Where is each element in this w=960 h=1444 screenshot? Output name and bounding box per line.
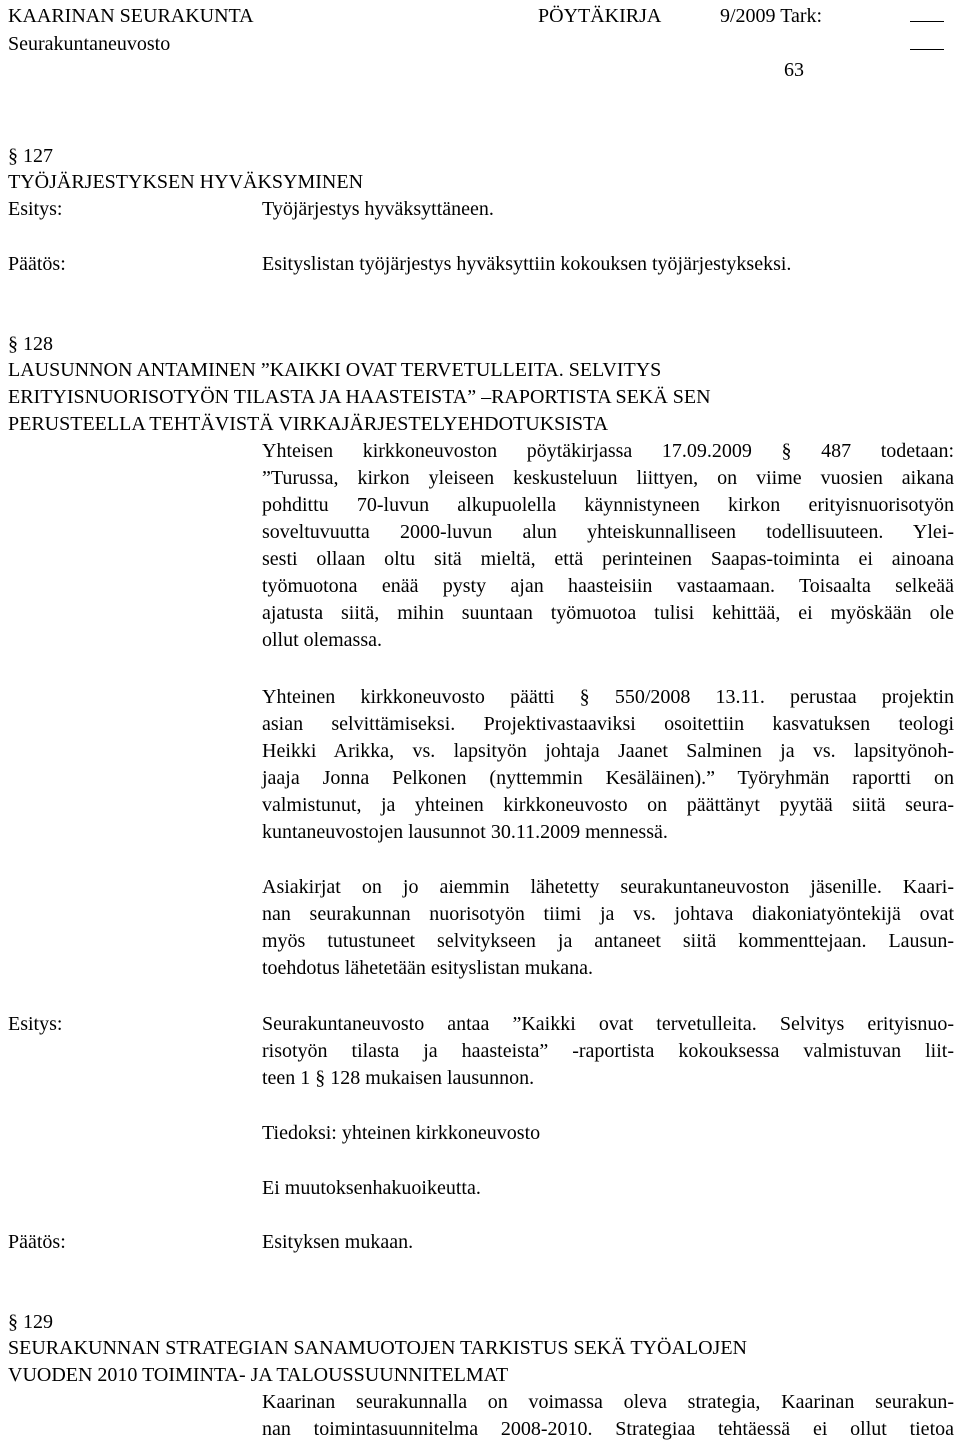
paragraph-line: risotyön tilasta ja haasteista” -raportista kokouksessa valmistuvan liit-	[262, 1040, 954, 1062]
paragraph-line: toehdotus lähetetään esityslistan mukana.	[262, 957, 594, 979]
section-128-title-line: LAUSUNNON ANTAMINEN ”KAIKKI OVAT TERVETULLEITA. SELVITYS	[8, 359, 662, 381]
paragraph-line: teen 1 § 128 mukaisen lausunnon.	[262, 1067, 535, 1089]
section-129-text	[262, 1389, 954, 1443]
section-127-title: TYÖJÄRJESTYKSEN HYVÄKSYMINEN	[8, 171, 364, 193]
document-type: PÖYTÄKIRJA	[538, 5, 662, 27]
section-129-title-line: SEURAKUNNAN STRATEGIAN SANAMUOTOJEN TARKISTUS SEKÄ TYÖALOJEN	[8, 1337, 747, 1359]
paragraph-line: ajatusta siitä, mihin suuntaan työmuotoa tulisi kehittää, ei myöskään ole	[262, 602, 954, 624]
paragraph-line: valmistunut, ja yhteinen kirkkoneuvosto on päättänyt pyytää siitä seura-	[262, 794, 954, 816]
organization-name: KAARINAN SEURAKUNTA	[8, 5, 254, 27]
paragraph-line: kuntaneuvostojen lausunnot 30.11.2009 mennessä.	[262, 821, 668, 843]
paragraph-line: Yhteisen kirkkoneuvoston pöytäkirjassa 17.09.2009 § 487 todetaan:	[262, 440, 954, 462]
section-128-decision-text: Esityksen mukaan.	[262, 1231, 414, 1253]
section-128-number: § 128	[8, 333, 53, 355]
paragraph-line: asian selvittämiseksi. Projektivastaaviksi osoitettiin kasvatuksen teologi	[262, 713, 954, 735]
paragraph-line: myös tutustuneet selvitykseen ja antaneet siitä kommenttejaan. Lausun-	[262, 930, 954, 952]
paragraph-line: Kaarinan seurakunnalla on voimassa oleva strategia, Kaarinan seurakun-	[262, 1391, 954, 1413]
paragraph-line: Heikki Arikka, vs. lapsityön johtaja Jaanet Salminen ja vs. lapsityönoh-	[262, 740, 954, 762]
section-128-proposal-label: Esitys:	[8, 1013, 63, 1035]
paragraph-line: pohdittu 70-luvun alkupuolella käynnistyneen kirkon erityisnuorisotyön	[262, 494, 954, 516]
section-128-decision-label: Päätös:	[8, 1231, 66, 1253]
paragraph-line: Seurakuntaneuvosto antaa ”Kaikki ovat tervetulleita. Selvitys erityisnuo-	[262, 1013, 954, 1035]
paragraph-line: jaaja Jonna Pelkonen (nyttemmin Kesäläinen).” Työryhmän raportti on	[262, 767, 954, 789]
section-128-title-line: ERITYISNUORISOTYÖN TILASTA JA HAASTEISTA” –RAPORTISTA SEKÄ SEN	[8, 386, 711, 408]
section-129-title-line: VUODEN 2010 TOIMINTA- JA TALOUSSUUNNITELMAT	[8, 1364, 509, 1386]
section-127-number: § 127	[8, 145, 53, 167]
section-128-no-appeal: Ei muutoksenhakuoikeutta.	[262, 1177, 481, 1199]
section-128-paragraph-2	[262, 684, 954, 846]
paragraph-line: työmuotona enää pysty ajan haasteisiin vastaamaan. Toisaalta selkeää	[262, 575, 954, 597]
section-128-paragraph-1	[262, 438, 954, 654]
section-128-notice: Tiedoksi: yhteinen kirkkoneuvosto	[262, 1122, 541, 1144]
section-127-decision-text: Esityslistan työjärjestys hyväksyttiin kokouksen työjärjestykseksi.	[262, 253, 792, 275]
page-number: 63	[784, 59, 804, 81]
paragraph-line: nan seurakunnan nuorisotyön tiimi ja vs. johtava diakoniatyöntekijä ovat	[262, 903, 954, 925]
section-127-proposal-text: Työjärjestys hyväksyttäneen.	[262, 198, 494, 220]
document-number: 9/2009 Tark:	[720, 5, 823, 27]
body-name: Seurakuntaneuvosto	[8, 33, 171, 55]
initials-blank-line-2	[910, 31, 944, 58]
section-127-decision-label: Päätös:	[8, 253, 66, 275]
section-128-title-line: PERUSTEELLA TEHTÄVISTÄ VIRKAJÄRJESTELYEHDOTUKSISTA	[8, 413, 609, 435]
paragraph-line: Asiakirjat on jo aiemmin lähetetty seurakuntaneuvoston jäsenille. Kaari-	[262, 876, 954, 898]
paragraph-line: soveltuvuutta 2000-luvun alun yhteiskunnalliseen todellisuuteen. Ylei-	[262, 521, 954, 543]
section-129-number: § 129	[8, 1311, 53, 1333]
initials-blank-line	[910, 3, 944, 30]
section-127-proposal-label: Esitys:	[8, 198, 63, 220]
section-128-proposal-text	[262, 1011, 954, 1092]
paragraph-line: ”Turussa, kirkon yleiseen keskusteluun liittyen, on viime vuosien aikana	[262, 467, 954, 489]
paragraph-line: sesti ollaan oltu sitä mieltä, että perinteinen Saapas-toiminta ei ainoana	[262, 548, 954, 570]
paragraph-line: ollut olemassa.	[262, 629, 382, 651]
section-128-paragraph-3	[262, 874, 954, 982]
paragraph-line: Yhteinen kirkkoneuvosto päätti § 550/2008 13.11. perustaa projektin	[262, 686, 954, 708]
paragraph-line: nan toimintasuunnitelma 2008-2010. Strategiaa tehtäessä ei ollut tietoa	[262, 1418, 954, 1440]
